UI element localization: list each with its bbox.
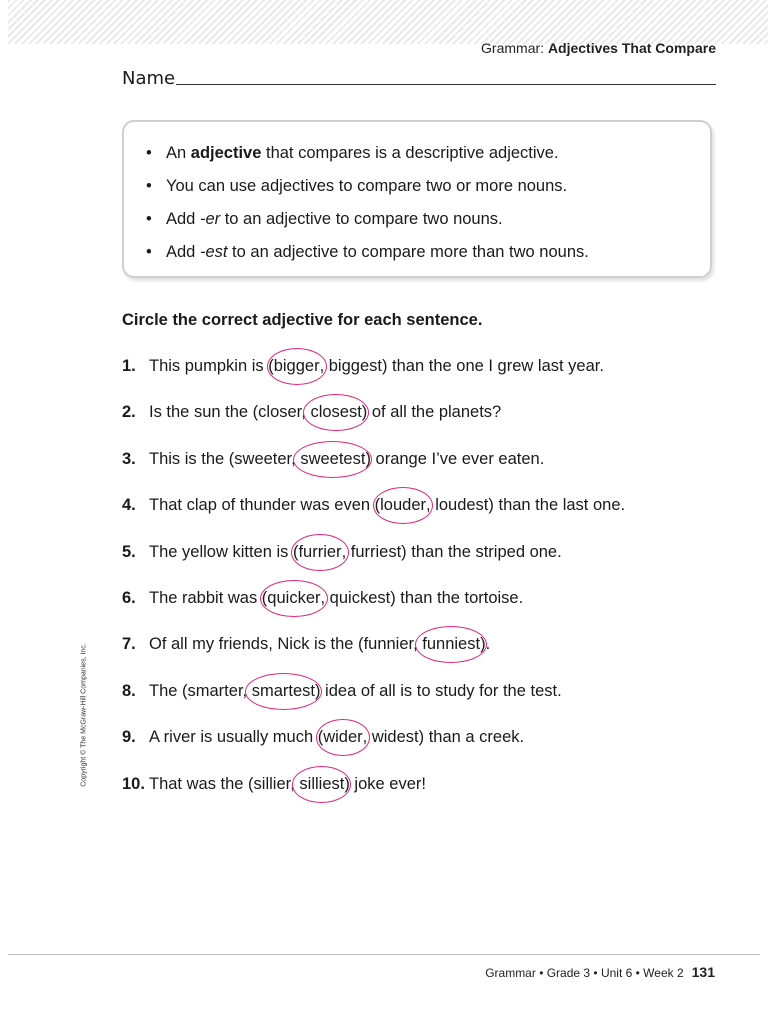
question-text-mid: , [301,403,311,422]
choice-1[interactable]: closer [258,403,302,422]
question-row [122,682,562,701]
choice-1[interactable]: quicker [267,589,321,607]
header-pattern-band [8,0,768,44]
question-text-after: ) idea of all is to study for the test. [314,681,562,700]
header-title: Adjectives That Compare [547,40,716,56]
choice-1[interactable]: bigger [273,357,320,375]
question-text-mid: , [362,728,372,747]
question-number: 9. [122,728,136,747]
choice-1[interactable]: smarter [187,681,243,700]
question-text-after: ) of all the planets? [361,403,502,422]
choice-1[interactable]: funnier [363,635,414,654]
question-text-before: The yellow kitten is ( [149,542,299,561]
question-row [122,496,625,515]
footer-divider [8,954,760,955]
header-subject: Grammar: [481,40,545,56]
choice-2[interactable]: loudest [435,496,489,515]
instructions: Circle the correct adjective for each sentence. [122,311,483,329]
question-text-before: That was the ( [149,774,254,793]
question-text-before: Of all my friends, Nick is the ( [149,635,364,654]
question-text-mid: , [426,496,436,515]
question-text-mid: , [291,449,301,468]
choice-1[interactable]: louder [380,496,427,515]
question-number: 7. [122,635,136,654]
footer-text: Grammar • Grade 3 • Unit 6 • Week 2 [485,966,684,980]
rule-item-3: • Add -er to an adjective to compare two nouns. [146,210,503,228]
question-text-mid: , [341,542,351,561]
question-text-after: ) than the tortoise. [390,589,524,607]
name-row [122,66,716,90]
name-field-line[interactable] [176,84,716,85]
question-text-mid: , [320,589,330,607]
question-number: 8. [122,681,136,700]
question-text-after: ) than a creek. [418,728,525,747]
question-text-after: ). [480,635,491,654]
question-text-before: The rabbit was ( [149,589,268,607]
question-text-mid: , [290,774,300,793]
question-text-before: Is the sun the ( [149,403,259,422]
question-row [122,543,562,562]
choice-1[interactable]: sweeter [234,449,292,468]
question-number: 3. [122,449,136,468]
question-text-before: This pumpkin is ( [149,357,274,375]
question-text-mid: , [413,635,423,654]
page-footer [485,964,715,980]
rules-box [122,120,712,278]
question-number: 4. [122,496,136,515]
question-text-after: ) orange I’ve ever eaten. [365,449,545,468]
question-number: 5. [122,542,136,561]
question-text-mid: , [242,681,252,700]
question-row [122,635,490,654]
page-number: 131 [691,964,715,980]
question-number: 1. [122,357,136,375]
name-label: Name [122,68,176,89]
question-row [122,775,426,794]
copyright-notice: Copyright © The McGraw-Hill Companies, Inc. [80,643,88,787]
question-row [122,589,523,608]
question-row [122,403,501,422]
question-number: 2. [122,403,136,422]
choice-2[interactable]: furriest [350,542,402,561]
choice-1[interactable]: sillier [253,774,291,793]
question-text-after: ) joke ever! [344,774,426,793]
choice-2[interactable]: smartest [251,681,315,700]
question-text-before: That clap of thunder was even ( [149,496,381,515]
question-text-after: ) than the striped one. [401,542,562,561]
question-text-after: ) than the last one. [488,496,626,515]
choice-2[interactable]: sweetest [300,449,366,468]
question-text-before: The ( [149,681,188,700]
rule-item-1: • An adjective that compares is a descriptive adjective. [146,144,559,162]
choice-2[interactable]: funniest [422,635,481,654]
rule-item-2: • You can use adjectives to compare two or more nouns. [146,177,568,195]
question-row [122,728,524,747]
choice-2[interactable]: widest [371,728,419,747]
question-row [122,357,604,376]
question-row [122,450,544,469]
question-text-before: A river is usually much ( [149,728,324,747]
question-text-after: ) than the one I grew last year. [381,357,604,375]
choice-2[interactable]: quickest [329,589,391,607]
choice-1[interactable]: wider [323,728,363,747]
choice-1[interactable]: furrier [298,542,342,561]
rule-item-4: • Add -est to an adjective to compare more than two nouns. [146,243,589,261]
question-text-mid: , [319,357,329,375]
question-number: 6. [122,589,136,607]
page-header [481,40,716,56]
question-number: 10. [122,774,145,793]
question-text-before: This is the ( [149,449,235,468]
choice-2[interactable]: biggest [328,357,382,375]
choice-2[interactable]: silliest [299,774,345,793]
choice-2[interactable]: closest [310,403,362,422]
